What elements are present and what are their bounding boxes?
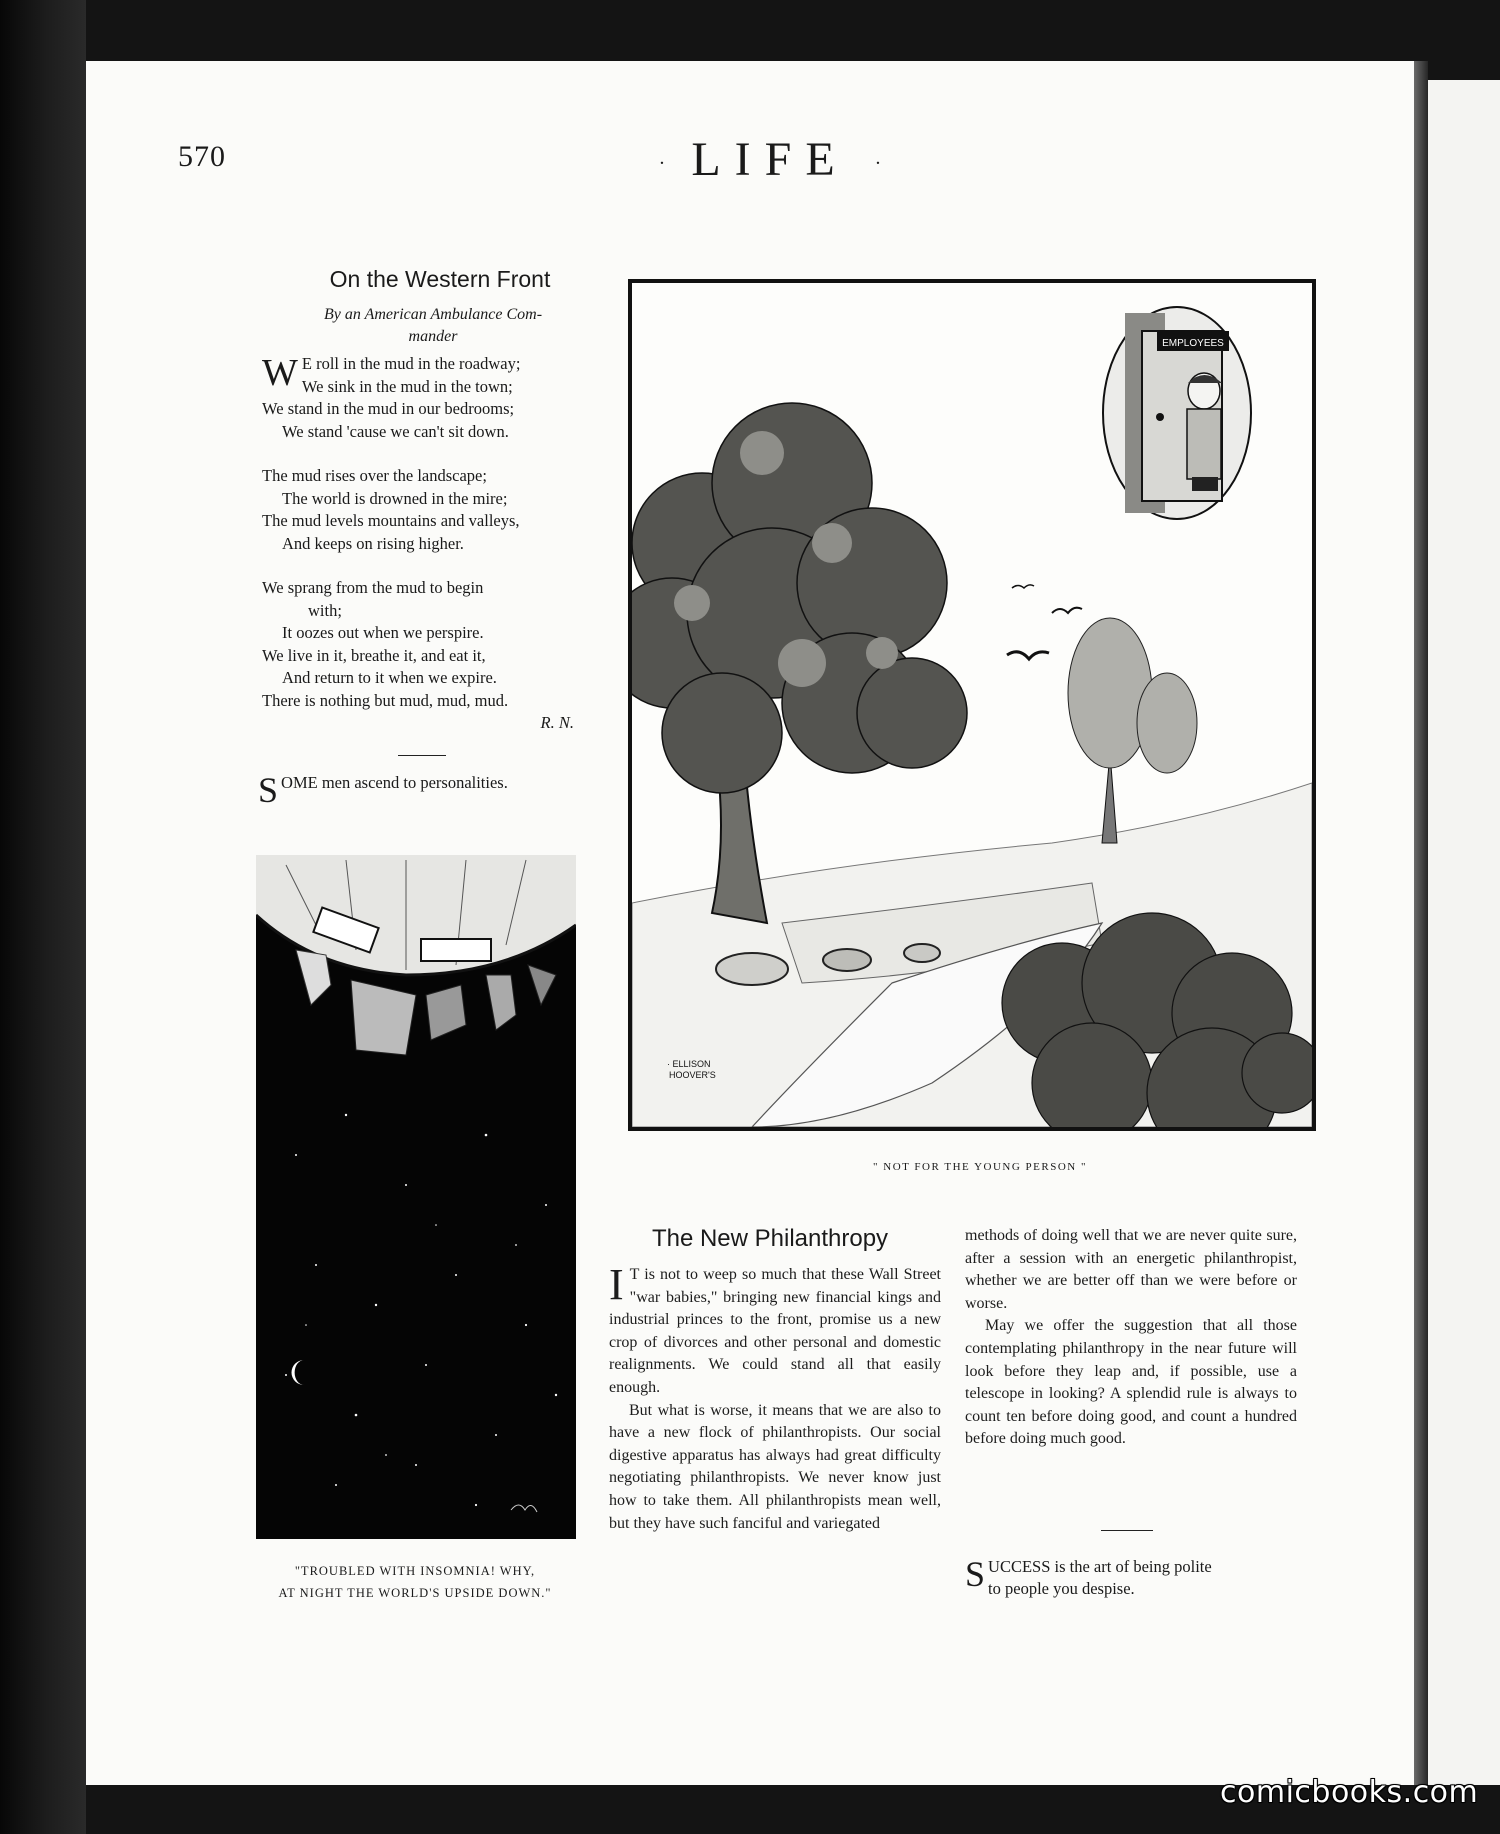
artist-signature: · ELLISON bbox=[667, 1059, 711, 1069]
star-field bbox=[285, 1114, 557, 1506]
article-paragraph: But what is worse, it means that we are also to have a new flock of philanthropists. Our social digestive apparatus has always had great difficulty negotiating philanthropists. We never know just how to take them. All philanthropists mean well, but they have such fanciful and variegated bbox=[609, 1401, 941, 1532]
joke-text: UCCESS is the art of being polite bbox=[988, 1557, 1212, 1576]
bird-icon bbox=[1052, 608, 1082, 613]
article-paragraph bbox=[609, 1260, 941, 1400]
bird-icon bbox=[1007, 652, 1049, 659]
poem-dropcap: W bbox=[262, 352, 298, 394]
poem-line: The mud levels mountains and valleys, bbox=[262, 511, 520, 530]
divider-rule bbox=[398, 755, 446, 756]
insomnia-caption-line-2: AT NIGHT THE WORLD'S UPSIDE DOWN." bbox=[278, 1586, 552, 1600]
personalities-joke bbox=[258, 770, 598, 810]
poem-line: The world is drowned in the mire; bbox=[282, 488, 508, 508]
poem-body bbox=[262, 353, 592, 735]
poem-title: On the Western Front bbox=[329, 266, 551, 292]
poem-line: We sink in the mud in the town; bbox=[301, 376, 513, 396]
poem-line: We sprang from the mud to begin bbox=[262, 578, 484, 597]
byline-line-2: mander bbox=[408, 328, 458, 345]
tree-caption: " NOT FOR THE YOUNG PERSON " bbox=[873, 1161, 1087, 1173]
poem-stanza-3 bbox=[262, 577, 592, 735]
crescent-moon-icon bbox=[292, 1360, 305, 1385]
poem-line: We stand in the mud in our bedrooms; bbox=[262, 399, 515, 418]
article-column-1 bbox=[609, 1260, 941, 1535]
article-title: The New Philanthropy bbox=[651, 1225, 889, 1252]
success-joke bbox=[965, 1556, 1305, 1600]
poem-line: There is nothing but mud, mud, mud. bbox=[262, 690, 509, 710]
page-number: 570 bbox=[178, 140, 226, 173]
article-paragraph: May we offer the suggestion that all those contemplating philanthropy in the near future will look before they leap and, if possible, use a telescope in looking? A splendid rule is always to count ten before doing good, and count a hundred before doing much good. bbox=[965, 1317, 1297, 1448]
facing-page-edge bbox=[1428, 80, 1500, 1785]
book-spine bbox=[1414, 61, 1428, 1785]
artist-signature-2: HOOVER'S bbox=[669, 1070, 716, 1080]
poem-line: We live in it, breathe it, and eat it, bbox=[262, 645, 486, 665]
joke-dropcap: S bbox=[965, 1554, 986, 1594]
byline-line-1: By an American Ambulance Com- bbox=[323, 306, 543, 323]
insomnia-caption-line-1: "TROUBLED WITH INSOMNIA! WHY, bbox=[294, 1564, 536, 1578]
poem-line: The mud rises over the landscape; bbox=[262, 466, 487, 485]
poem-line: We stand 'cause we can't sit down. bbox=[282, 421, 509, 441]
masthead-title: LIFE bbox=[691, 133, 849, 186]
article-paragraph: methods of doing well that we are never quite sure, after a session with an energetic philanthropist, whether we are better off than we were before or worse. bbox=[965, 1227, 1297, 1312]
site-watermark: comicbooks.com bbox=[1220, 1775, 1479, 1810]
poem-line: It oozes out when we perspire. bbox=[282, 623, 484, 642]
bird-icon bbox=[1012, 585, 1034, 588]
employees-sign: EMPLOYEES bbox=[1162, 338, 1224, 349]
poem-line: E roll in the mud in the roadway; bbox=[301, 354, 521, 373]
joke-text: to people you despise. bbox=[988, 1579, 1135, 1598]
insomnia-illustration bbox=[256, 855, 576, 1539]
poem-line: with; bbox=[308, 600, 342, 620]
poem-signature: R. N. bbox=[540, 713, 574, 732]
tree-illustration bbox=[628, 279, 1316, 1131]
masthead-dot-right: · bbox=[874, 152, 882, 175]
insomnia-drawing bbox=[256, 855, 576, 1539]
masthead-dot-left: · bbox=[658, 152, 666, 175]
poem-line: And return to it when we expire. bbox=[282, 668, 497, 687]
masthead bbox=[640, 132, 900, 187]
joke-text: OME men ascend to personalities. bbox=[281, 773, 508, 792]
employee-inset bbox=[1103, 307, 1251, 519]
article-paragraph-text: T is not to weep so much that these Wall Street "war babies," bringing new financial kings and industrial princes to the front, promise us a new crop of divorces and other personal and domestic realignments. We could stand all that easily enough. bbox=[609, 1266, 941, 1396]
poem-byline bbox=[268, 304, 598, 348]
poem-stanza-1 bbox=[262, 353, 592, 443]
poem-line: And keeps on rising higher. bbox=[282, 533, 464, 553]
divider-rule bbox=[1101, 1530, 1153, 1531]
insomnia-caption bbox=[240, 1560, 590, 1604]
joke-dropcap: S bbox=[258, 770, 279, 810]
poem-stanza-2 bbox=[262, 465, 592, 555]
article-column-2 bbox=[965, 1225, 1297, 1451]
tree-drawing bbox=[632, 283, 1312, 1127]
article-dropcap: I bbox=[609, 1260, 624, 1309]
scan-edge bbox=[0, 0, 86, 1834]
